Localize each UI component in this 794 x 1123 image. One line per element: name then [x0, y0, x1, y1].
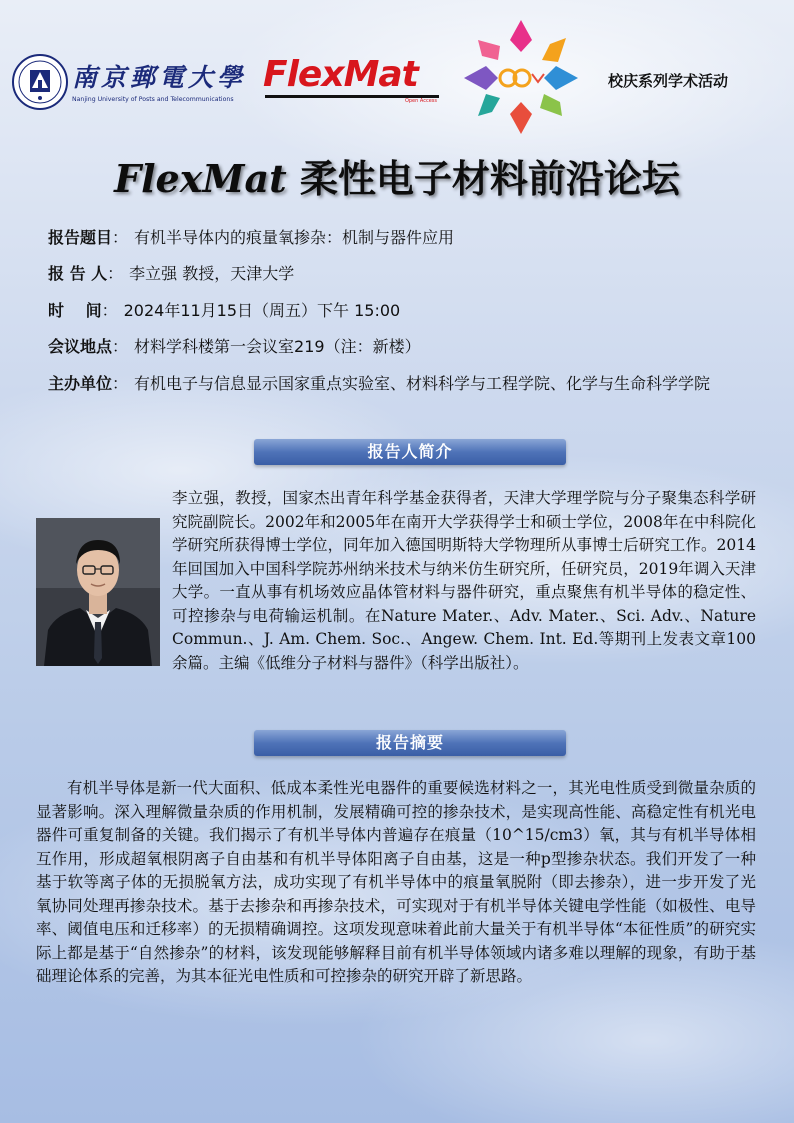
info-topic-value: 有机半导体内的痕量氧掺杂：机制与器件应用	[134, 228, 455, 247]
university-name-cn: 南京郵電大學	[72, 63, 247, 92]
info-topic-label: 报告题目	[48, 228, 113, 247]
abstract-text: 有机半导体是新一代大面积、低成本柔性光电器件的重要候选材料之一，其光电性质受到微量杂质的显著影响。深入理解微量杂质的作用机制，发展精确可控的掺杂技术，是实现高性能、高稳定性有机光电器件可重复制备的关键。我们揭示了有机半导体内普遍存在痕量（10^15/cm3）氧，其与有机半导体相互作用，形成超氧根阴离子自由基和有机半导体阳离子自由基，这是一种p型掺杂状态。我们开发了一种基于软等离子体的无损脱氧方法，成功实现了有机半导体中的痕量氧脱附（即去掺杂），进一步开发了光氧协同处理再掺杂技术。基于去掺杂和再掺杂技术，可实现对于有机半导体关键电学性能（如极性、电导率、阈值电压和迁移率）的无损精确调控。这项发现意味着此前大量关于有机半导体“本征性质”的研究实际上都是基于“自然掺杂”的材料，该发现能够解释目前有机半导体领域内诸多难以理解的现象，有助于基础理论体系的完善，为其本征光电性质和可控掺杂的研究开辟了新思路。	[36, 779, 756, 985]
flexmat-logo-text: FlexMat	[263, 54, 418, 95]
info-venue-label: 会议地点	[48, 337, 113, 356]
speaker-bio-text: 李立强，教授，国家杰出青年科学基金获得者，天津大学理学院与分子聚集态科学研究院副院长。2002年和2005年在南开大学获得学士和硕士学位，2008年在中科院化学研究所获得博士学位，同年加入德国明斯特大学物理所从事博士后研究工作。2014年回国加入中国科学院苏州纳米技术与纳米仿生研究所，任研究员，2019年调入天津大学。一直从事有机场效应晶体管材料与器件研究，重点聚焦有机半导体的稳定性、可控掺杂与电荷输运机制。在Nature Mater.、Adv. Mater.、Sci. Adv.、Nature Commun.、J. Am. Chem. Soc.、Angew. Chem. Int. Ed.等期刊上发表文章100余篇。主编《低维分子材料与器件》（科学出版社）。	[172, 489, 756, 672]
section-bar-bio	[254, 439, 566, 465]
info-host-value: 有机电子与信息显示国家重点实验室、材料科学与工程学院、化学与生命科学学院	[134, 374, 711, 393]
info-time	[48, 297, 758, 324]
university-seal-logo	[12, 54, 68, 110]
info-time-label: 时 间	[48, 301, 102, 320]
info-separator: ：	[107, 264, 124, 283]
info-separator: ：	[112, 228, 129, 247]
info-speaker-label: 报 告 人	[48, 264, 108, 283]
anniversary-emblem-logo	[462, 18, 580, 136]
info-separator: ：	[112, 374, 129, 393]
info-speaker	[48, 260, 758, 287]
info-venue	[48, 333, 758, 360]
info-venue-value: 材料学科楼第一会议室219（注：新楼）	[134, 337, 421, 356]
flexmat-journal-logo	[263, 54, 441, 104]
info-topic	[48, 224, 758, 251]
page-title-cn: 柔性电子材料前沿论坛	[286, 157, 680, 201]
info-host	[48, 370, 758, 397]
series-label: 校庆系列学术活动	[608, 72, 729, 90]
university-name-en: Nanjing University of Posts and Telecommunications	[72, 96, 234, 103]
section-title-abstract: 报告摘要	[375, 733, 444, 752]
info-separator: ：	[112, 337, 129, 356]
info-separator: ：	[101, 301, 118, 320]
section-title-bio: 报告人简介	[367, 442, 453, 461]
info-time-value: 2024年11月15日（周五）下午 15:00	[123, 301, 401, 320]
speaker-photo	[36, 518, 160, 666]
flexmat-logo-subtext: Open Access	[404, 98, 437, 104]
university-name	[72, 58, 247, 103]
page-title-en: FlexMat	[114, 156, 287, 201]
page-title	[0, 148, 794, 203]
info-speaker-value: 李立强 教授，天津大学	[129, 264, 295, 283]
section-bar-abstract	[254, 730, 566, 756]
info-host-label: 主办单位	[48, 374, 113, 393]
